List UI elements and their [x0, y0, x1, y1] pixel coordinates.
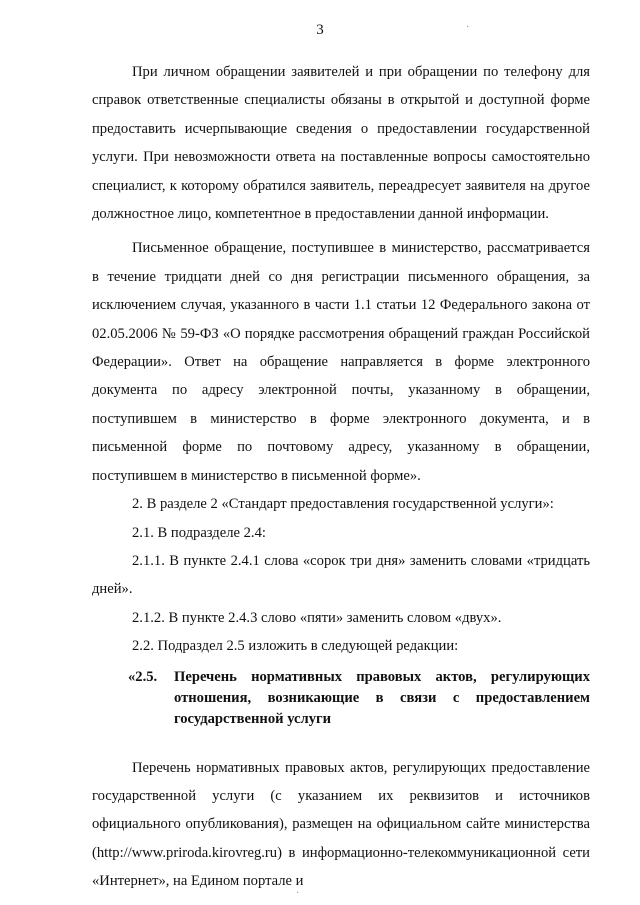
section-heading — [128, 667, 590, 730]
section-heading-number: «2.5. — [128, 668, 158, 685]
paragraph-item-2-1-2: 2.1.2. В пункте 2.4.3 слово «пяти» заменить словом «двух». — [132, 609, 502, 626]
paragraph-section-2: 2. В разделе 2 «Стандарт предоставления государственной услуги»: — [132, 496, 554, 513]
document-body — [92, 58, 590, 896]
page-number: 3 — [316, 22, 324, 38]
paragraph-regulatory-acts-list: Перечень нормативных правовых актов, регулирующих предоставление государственной услуги (с указанием их реквизитов и источников официального опубликования), размещен на официальном сайте министерства (http://www.priroda.kirovreg.ru) в информационно-телекоммуникационной сети «Интернет», на Едином портале и — [92, 759, 590, 890]
paragraph-subsection-2-4: 2.1. В подразделе 2.4: — [132, 524, 266, 541]
scan-speck: · — [296, 888, 300, 899]
scan-speck: · — [466, 22, 470, 33]
paragraph-subsection-2-5: 2.2. Подраздел 2.5 изложить в следующей редакции: — [132, 638, 459, 655]
paragraph-personal-inquiry: При личном обращении заявителей и при обращении по телефону для справок ответственные специалисты обязаны в открытой и доступной форме предоставить исчерпывающие сведения о предоставлении государственной услуги. При невозможности ответа на поставленные вопросы самостоятельно специалист, к которому обратился заявитель, переадресует заявителя на другое должностное лицо, компетентное в предоставлении данной информации. — [92, 64, 590, 223]
section-heading-text: Перечень нормативных правовых актов, регулирующих отношения, возникающие в связи с предоставлением государственной услуги — [174, 668, 590, 727]
paragraph-written-inquiry: Письменное обращение, поступившее в министерство, рассматривается в течение тридцати дней со дня регистрации письменного обращения, за исключением случая, указанного в части 1.1 статьи 12 Федерального закона от 02.05.2006 № 59-ФЗ «О порядке рассмотрения обращений граждан Российской Федерации». Ответ на обращение направляется в форме электронного документа по адресу электронной почты, указанному в обращении, поступившем в министерство в форме электронного документа, и в письменной форме по почтовому адресу, указанному в обращении, поступившем в министерство в письменной форме». — [92, 240, 590, 484]
paragraph-item-2-1-1: 2.1.1. В пункте 2.4.1 слова «сорок три дня» заменить словами «тридцать дней». — [92, 552, 590, 598]
